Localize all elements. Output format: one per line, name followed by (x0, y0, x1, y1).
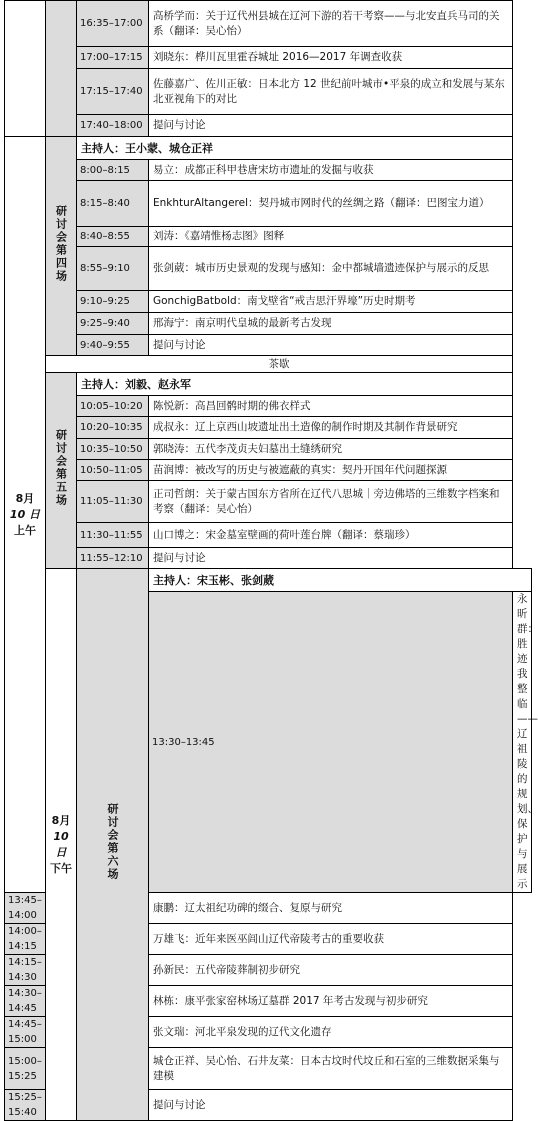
talk-cell: 苗润博：被改写的历史与被遮蔽的真实：契丹开国年代问题探源 (149, 460, 513, 481)
talk-cell: 万雄飞：近年来医巫闾山辽代帝陵考古的重要收获 (149, 924, 513, 955)
date-period: 下午 (50, 861, 72, 875)
talk-cell: 康鹏：辽太祖纪功碑的缀合、复原与研究 (149, 893, 513, 924)
talk-cell: 提问与讨论 (149, 548, 513, 569)
date-cell-afternoon (46, 569, 77, 1121)
talk-cell: EnkhturAltangerel：契丹城市网时代的丝绸之路（翻译：巴图宝力道） (149, 181, 513, 227)
time-cell: 8:55–9:10 (77, 247, 149, 291)
talk-cell: 邢海宁：南京明代皇城的最新考古发现 (149, 313, 513, 335)
date-month: 8月 (51, 813, 71, 827)
talk-cell: 易立：成都正科甲巷唐宋坊市遗址的发掘与收获 (149, 160, 513, 181)
talk-cell: 提问与讨论 (149, 115, 513, 137)
time-cell: 14:00–14:15 (5, 924, 46, 955)
talk-cell: 佐藤嘉广、佐川正敏：日本北方 12 世纪前叶城市•平泉的成立和发展与某东北亚视角下的对比 (149, 69, 513, 115)
time-cell: 15:25–15:40 (5, 1090, 46, 1121)
date-cell-morning (5, 137, 46, 893)
date-period: 上午 (13, 523, 36, 537)
talk-cell: 孙新民：五代帝陵葬制初步研究 (149, 955, 513, 986)
talk-cell: 山口博之：宋金墓室壁画的荷叶莲台牌（翻译：蔡瑞珍） (149, 523, 513, 548)
time-cell: 9:10–9:25 (77, 291, 149, 313)
schedule-table (4, 0, 538, 1121)
host-row: 主持人：宋玉彬、张剑葳 (149, 569, 532, 592)
time-cell: 10:35–10:50 (77, 439, 149, 460)
time-cell: 10:05–10:20 (77, 396, 149, 417)
time-cell: 8:40–8:55 (77, 227, 149, 247)
time-cell: 13:45–14:00 (5, 893, 46, 924)
time-cell: 11:30–11:55 (77, 523, 149, 548)
host-row: 主持人：刘毅、赵永军 (77, 373, 513, 396)
talk-cell: 提问与讨论 (149, 1090, 513, 1121)
time-cell: 15:00–15:25 (5, 1048, 46, 1090)
date-day: 10 日 (9, 507, 41, 521)
time-cell: 17:40–18:00 (77, 115, 149, 137)
tea-break-row: 茶歇 (46, 356, 513, 373)
talk-cell: 成叔永：辽上京西山坡遗址出土造像的制作时期及其制作背景研究 (149, 417, 513, 439)
talk-cell: 正司哲朗：关于蒙古国东方省所在辽代八思城｜旁边佛塔的三维数字档案和考察（翻译：吴心怡） (149, 481, 513, 523)
date-month: 8月 (15, 491, 35, 505)
talk-cell: 刘晓东：桦川瓦里霍吞城址 2016—2017 年调查收获 (149, 47, 513, 69)
date-day: 10 日 (53, 829, 69, 859)
time-cell: 11:05–11:30 (77, 481, 149, 523)
time-cell: 14:45–15:00 (5, 1017, 46, 1048)
talk-cell: 张剑葳：城市历史景观的发现与感知：金中都城墙遗迹保护与展示的反思 (149, 247, 513, 291)
talk-cell: 张文瑞：河北平泉发现的辽代文化遗存 (149, 1017, 513, 1048)
host-row: 主持人：王小蒙、城仓正祥 (77, 137, 513, 160)
session-label-6: 研讨会第六场 (77, 569, 149, 1121)
talk-cell: 刘涛：《嘉靖惟杨志图》图释 (149, 227, 513, 247)
session-cell-empty (46, 1, 77, 137)
time-cell: 8:00–8:15 (77, 160, 149, 181)
talk-cell: 林栋：康平张家窑林场辽墓群 2017 年考古发现与初步研究 (149, 986, 513, 1017)
talk-cell: 提问与讨论 (149, 335, 513, 356)
time-cell: 10:50–11:05 (77, 460, 149, 481)
talk-cell: 陈悦新：高昌回鹘时期的佛衣样式 (149, 396, 513, 417)
talk-cell: 城仓正祥、吴心怡、石井友菜：日本古坟时代坟丘和石室的三维数据采集与建模 (149, 1048, 513, 1090)
session-label-5: 研讨会第五场 (46, 373, 77, 569)
talk-cell: 郭晓涛：五代李茂贞夫妇墓出土缝绣研究 (149, 439, 513, 460)
talk-cell: 高桥学而：关于辽代州县城在辽河下游的若干考察——与北安直兵马司的关系（翻译：吴心怡） (149, 1, 513, 47)
time-cell: 10:20–10:35 (77, 417, 149, 439)
time-cell: 14:15–14:30 (5, 955, 46, 986)
time-cell: 8:15–8:40 (77, 181, 149, 227)
talk-cell: 永昕群：胜迹我整临——辽祖陵的规划、保护与展示 (513, 592, 532, 893)
time-cell: 11:55–12:10 (77, 548, 149, 569)
date-cell-empty (5, 1, 46, 137)
time-cell: 17:15–17:40 (77, 69, 149, 115)
time-cell: 13:30–13:45 (149, 592, 513, 893)
time-cell: 14:30–14:45 (5, 986, 46, 1017)
time-cell: 9:40–9:55 (77, 335, 149, 356)
time-cell: 17:00–17:15 (77, 47, 149, 69)
session-label-4: 研讨会第四场 (46, 137, 77, 356)
time-cell: 16:35–17:00 (77, 1, 149, 47)
talk-cell: GonchigBatbold：南戈壁省“戒吉思汗界壕”历史时期考 (149, 291, 513, 313)
time-cell: 9:25–9:40 (77, 313, 149, 335)
